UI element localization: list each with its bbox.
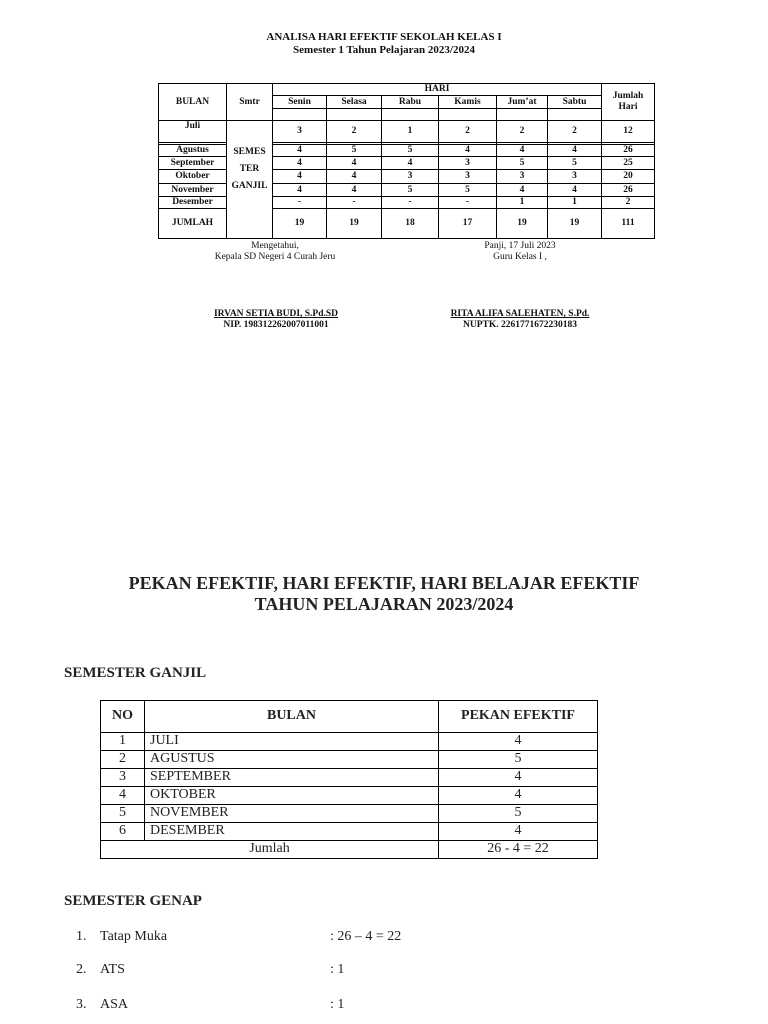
- list-item-label: Tatap Muka: [100, 929, 168, 944]
- header-bulan: BULAN: [145, 701, 439, 733]
- row-bulan: Oktober: [159, 170, 227, 184]
- table-cell: 5: [382, 184, 439, 197]
- table-cell: 2: [497, 121, 548, 143]
- row-pekan: 4: [439, 823, 598, 841]
- signature-left-name-block: [170, 309, 382, 331]
- table-cell: 4: [273, 184, 327, 197]
- table-cell-jumlah: 26: [602, 184, 655, 197]
- smtr-line2: TER: [239, 164, 260, 174]
- table-cell: 4: [548, 184, 602, 197]
- row-bulan: AGUSTUS: [145, 751, 439, 769]
- semester-ganjil-heading: SEMESTER GANJIL: [64, 665, 207, 681]
- table-cell: 4: [273, 170, 327, 184]
- table-cell: 4: [273, 145, 327, 157]
- total-label: JUMLAH: [159, 209, 227, 239]
- row-bulan: September: [159, 157, 227, 170]
- day-header: Kamis: [439, 96, 497, 109]
- table-cell: 1: [548, 197, 602, 209]
- sign-right-line2: Guru Kelas I ,: [493, 252, 547, 262]
- list-item-num: 3.: [76, 997, 87, 1012]
- table-row: [101, 733, 598, 751]
- list-item-value: : 1: [330, 997, 345, 1012]
- table-cell: 4: [497, 145, 548, 157]
- table-cell: 4: [327, 157, 382, 170]
- list-item-num: 2.: [76, 962, 87, 977]
- day-header: Rabu: [382, 96, 439, 109]
- total-cell: 19: [548, 209, 602, 239]
- table-cell: 4: [497, 184, 548, 197]
- row-bulan: OKTOBER: [145, 787, 439, 805]
- list-item-label: ASA: [100, 997, 129, 1012]
- table-cell: 3: [382, 170, 439, 184]
- total-value: 26 - 4 = 22: [439, 841, 598, 859]
- row-bulan: JULI: [145, 733, 439, 751]
- table-cell: -: [382, 197, 439, 209]
- signature-right: [420, 241, 620, 263]
- total-label: Jumlah: [101, 841, 439, 859]
- table-cell: -: [327, 197, 382, 209]
- total-cell: 19: [497, 209, 548, 239]
- sign-left-line2: Kepala SD Negeri 4 Curah Jeru: [214, 252, 336, 262]
- header-pekan-efektif: PEKAN EFEKTIF: [439, 701, 598, 733]
- table-cell: 3: [273, 121, 327, 143]
- row-no: 1: [101, 733, 145, 751]
- total-cell: 19: [273, 209, 327, 239]
- row-no: 3: [101, 769, 145, 787]
- smtr-line1: SEMES: [233, 147, 266, 157]
- table-row: [101, 823, 598, 841]
- sign-left-id: NIP. 198312262007011001: [223, 320, 329, 330]
- table-cell: 2: [439, 121, 497, 143]
- row-no: 4: [101, 787, 145, 805]
- row-pekan: 4: [439, 733, 598, 751]
- table-cell: 2: [548, 121, 602, 143]
- total-row: [101, 841, 598, 859]
- table-cell-jumlah: 12: [602, 121, 655, 143]
- signature-left: [170, 241, 380, 263]
- table-cell: -: [273, 197, 327, 209]
- table-cell: 3: [497, 170, 548, 184]
- list-item-label: ATS: [100, 962, 125, 977]
- subtitle-line: Semester 1 Tahun Pelajaran 2023/2024: [293, 44, 475, 56]
- table-cell: 5: [327, 145, 382, 157]
- row-pekan: 5: [439, 805, 598, 823]
- day-header: Selasa: [327, 96, 382, 109]
- table-cell: 4: [548, 145, 602, 157]
- table-row: [101, 787, 598, 805]
- row-bulan: Desember: [159, 197, 227, 209]
- pekan-efektif-table: [100, 700, 598, 859]
- total-jumlah: 111: [602, 209, 655, 239]
- table-cell-jumlah: 25: [602, 157, 655, 170]
- row-no: 2: [101, 751, 145, 769]
- row-bulan: November: [159, 184, 227, 197]
- table-cell-jumlah: 26: [602, 145, 655, 157]
- table-row: [101, 805, 598, 823]
- section-title: [0, 573, 768, 615]
- table-cell: 5: [497, 157, 548, 170]
- table-row: [101, 751, 598, 769]
- sign-left-name: IRVAN SETIA BUDI, S.Pd.SD: [213, 309, 339, 319]
- header-bulan: BULAN: [159, 84, 227, 121]
- table-cell: 4: [382, 157, 439, 170]
- list-item-value: : 1: [330, 962, 345, 977]
- total-cell: 19: [327, 209, 382, 239]
- day-header: Sabtu: [548, 96, 602, 109]
- table-cell: 3: [548, 170, 602, 184]
- row-no: 5: [101, 805, 145, 823]
- table-cell: 3: [439, 157, 497, 170]
- row-bulan: NOVEMBER: [145, 805, 439, 823]
- row-no: 6: [101, 823, 145, 841]
- table-cell: 4: [439, 145, 497, 157]
- list-item-num: 1.: [76, 929, 87, 944]
- sign-right-line1: Panji, 17 Juli 2023: [484, 241, 556, 251]
- table-cell: 5: [439, 184, 497, 197]
- row-pekan: 4: [439, 787, 598, 805]
- day-header: Jum’at: [497, 96, 548, 109]
- table-cell: 1: [497, 197, 548, 209]
- table-cell: 2: [327, 121, 382, 143]
- header-jumlah-line1: Jumlah: [612, 91, 644, 101]
- table-row: [101, 769, 598, 787]
- sign-left-line1: Mengetahui,: [251, 241, 299, 251]
- table-cell: 5: [548, 157, 602, 170]
- title2-line1: PEKAN EFEKTIF, HARI EFEKTIF, HARI BELAJAR EFEKTIF: [128, 573, 640, 593]
- total-cell: 17: [439, 209, 497, 239]
- row-bulan: SEPTEMBER: [145, 769, 439, 787]
- title2-line2: TAHUN PELAJARAN 2023/2024: [254, 594, 514, 614]
- row-bulan: Juli: [159, 121, 227, 143]
- row-bulan: Agustus: [159, 145, 227, 157]
- total-cell: 18: [382, 209, 439, 239]
- table-cell: 4: [273, 157, 327, 170]
- smtr-line3: GANJIL: [231, 181, 268, 191]
- sign-right-name: RITA ALIFA SALEHATEN, S.Pd.: [450, 309, 590, 319]
- table-cell: -: [439, 197, 497, 209]
- semester-genap-heading: SEMESTER GENAP: [64, 893, 202, 909]
- row-bulan: DESEMBER: [145, 823, 439, 841]
- header-jumlah-line2: Hari: [618, 102, 638, 112]
- row-pekan: 5: [439, 751, 598, 769]
- row-pekan: 4: [439, 769, 598, 787]
- table-cell: 3: [439, 170, 497, 184]
- smtr-cell: [227, 121, 273, 239]
- table-cell: 4: [327, 184, 382, 197]
- hari-efektif-table: [158, 83, 655, 239]
- table-cell-jumlah: 2: [602, 197, 655, 209]
- table-cell: 1: [382, 121, 439, 143]
- day-header: Senin: [273, 96, 327, 109]
- list-item-value: : 26 – 4 = 22: [330, 929, 402, 944]
- table-cell: 5: [382, 145, 439, 157]
- header-jumlah-hari: [602, 84, 655, 121]
- header-smtr: Smtr: [227, 84, 273, 121]
- header-no: NO: [101, 701, 145, 733]
- signature-right-name-block: [420, 309, 620, 331]
- title-line: ANALISA HARI EFEKTIF SEKOLAH KELAS I: [266, 31, 502, 43]
- table-cell-jumlah: 20: [602, 170, 655, 184]
- page-title: [0, 31, 768, 57]
- header-hari: HARI: [273, 84, 602, 96]
- table-cell: 4: [327, 170, 382, 184]
- sign-right-id: NUPTK. 2261771672230183: [463, 320, 577, 330]
